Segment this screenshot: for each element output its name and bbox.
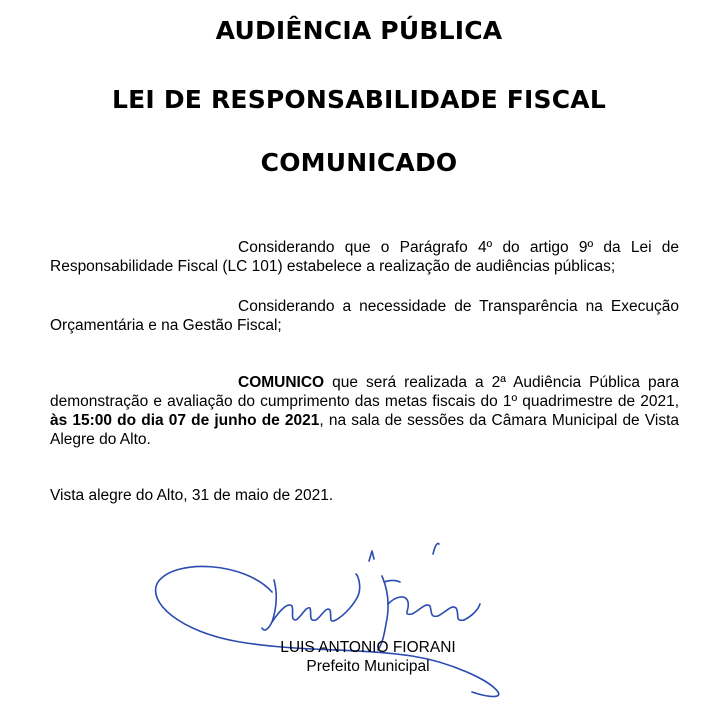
- title-audiencia-publica: AUDIÊNCIA PÚBLICA: [215, 16, 503, 45]
- comunico-text-b: , na sala de sessões da Câmara Municipal de Vista Alegre do Alto.: [50, 412, 679, 448]
- title-comunicado: COMUNICADO: [260, 148, 458, 177]
- comunico-lead: COMUNICO: [238, 374, 325, 391]
- title-lei-responsabilidade-fiscal: LEI DE RESPONSABILIDADE FISCAL: [112, 85, 606, 114]
- paragraph-considerando-1: Considerando que o Parágrafo 4º do artigo 9º da Lei de Responsabilidade Fiscal (LC 101) estabelece a realização de audiências públicas;: [50, 239, 679, 275]
- paragraph-considerando-2: Considerando a necessidade de Transparência na Execução Orçamentária e na Gestão Fiscal;: [50, 298, 679, 334]
- signer-role: Prefeito Municipal: [306, 658, 430, 675]
- comunico-time: às 15:00 do dia 07 de junho de 2021: [50, 412, 320, 429]
- date-place-line: Vista alegre do Alto, 31 de maio de 2021.: [50, 487, 334, 504]
- comunico-text-a: que será realizada a 2ª Audiência Pública para demonstração e avaliação do cumprimento das metas fiscais do 1º quadrimestre de 2021,: [50, 374, 679, 410]
- signer-name: LUIS ANTONIO FIORANI: [280, 639, 456, 656]
- paragraph-comunico: [50, 373, 679, 449]
- handwritten-signature: [150, 540, 530, 705]
